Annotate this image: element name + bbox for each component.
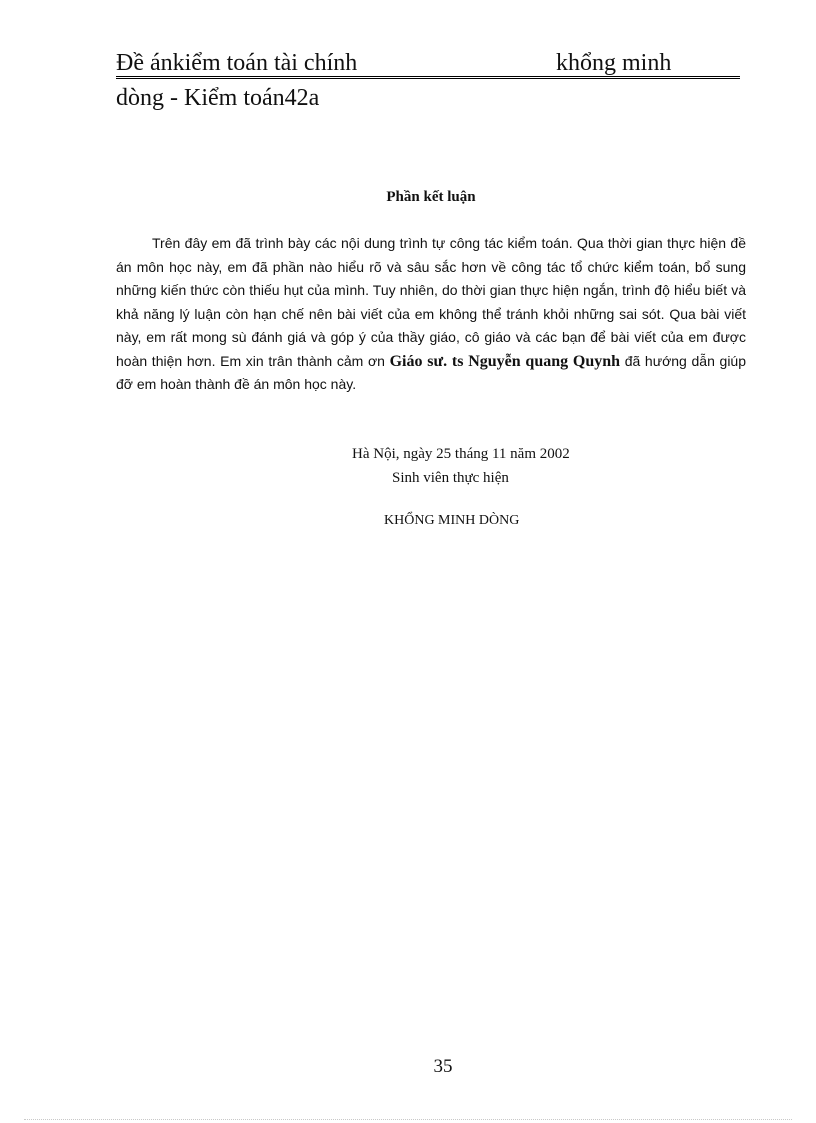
signature-role: Sinh viên thực hiện [392, 470, 509, 486]
header-author: khổng minh [556, 50, 672, 76]
advisor-name: Giáo sư. ts Nguyễn quang Quynh [389, 352, 621, 370]
paragraph-text-start: Trên đây em đã trình bày các nội dung trình tự công tác kiểm toán. Qua thời gian thực hiện đề án môn học này, em đã phần nào hiểu rõ và sâu sắc hơn về công tác tổ chức kiểm toán, bổ sung những kiến thức còn thiếu hụt của mình. Tuy nhiên, do thời gian thực hiện ngắn, trình độ hiểu biết và khả năng lý luận còn hạn chế nên bài viết của em không thể tránh khỏi những sai sót. Qua bài viết này, em rất mong sù đánh giá và góp ý của thầy giáo, cô giáo và các bạn để bài viết của em được hoàn thiện hơn. Em xin trân thành cảm ơn [116, 235, 746, 369]
conclusion-paragraph [116, 232, 746, 397]
header-title: Đề ánkiểm toán tài chính [116, 50, 358, 76]
signature-date: Hà Nội, ngày 25 tháng 11 năm 2002 [352, 446, 570, 462]
page-number: 35 [433, 1056, 453, 1077]
section-title: Phần kết luận [386, 189, 476, 205]
page-bottom-divider [24, 1119, 792, 1120]
signature-name: KHỔNG MINH DÒNG [384, 513, 520, 528]
running-header [116, 50, 740, 79]
paragraph-text-end: đã hướng dẫn giúp đỡ em hoàn thành đề án môn học này. [116, 352, 746, 392]
header-subtitle: dòng - Kiểm toán42a [116, 85, 320, 111]
